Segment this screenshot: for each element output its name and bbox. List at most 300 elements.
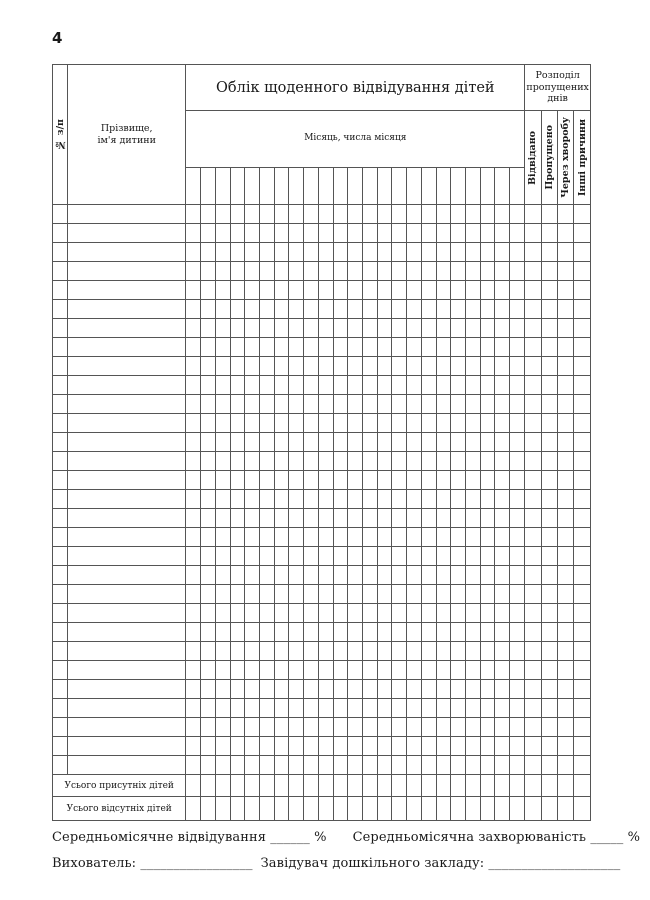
summary-cell[interactable] <box>525 490 541 509</box>
day-cell[interactable] <box>451 661 466 680</box>
day-cell[interactable] <box>259 528 274 547</box>
day-cell[interactable] <box>421 471 436 490</box>
day-cell[interactable] <box>480 756 495 775</box>
summary-cell[interactable] <box>574 604 591 623</box>
day-cell[interactable] <box>333 471 348 490</box>
day-cell[interactable] <box>407 623 422 642</box>
day-cell[interactable] <box>274 243 289 262</box>
day-cell[interactable] <box>510 756 525 775</box>
day-cell[interactable] <box>407 680 422 699</box>
summary-cell[interactable] <box>574 737 591 756</box>
row-number-cell[interactable] <box>53 205 68 224</box>
day-cell[interactable] <box>510 737 525 756</box>
day-cell[interactable] <box>215 547 230 566</box>
day-cell[interactable] <box>392 452 407 471</box>
day-cell[interactable] <box>363 452 378 471</box>
day-cell[interactable] <box>289 566 304 585</box>
day-cell[interactable] <box>466 243 481 262</box>
day-cell[interactable] <box>245 642 260 661</box>
day-cell[interactable] <box>289 300 304 319</box>
summary-cell[interactable] <box>557 661 573 680</box>
day-cell[interactable] <box>304 452 319 471</box>
child-name-cell[interactable] <box>68 623 186 642</box>
day-cell[interactable] <box>201 433 216 452</box>
day-cell[interactable] <box>407 414 422 433</box>
day-cell[interactable] <box>480 509 495 528</box>
day-cell[interactable] <box>318 300 333 319</box>
day-cell[interactable] <box>377 699 392 718</box>
day-cell[interactable] <box>318 471 333 490</box>
day-cell[interactable] <box>480 357 495 376</box>
summary-cell[interactable] <box>541 319 557 338</box>
row-number-cell[interactable] <box>53 642 68 661</box>
day-cell[interactable] <box>201 547 216 566</box>
day-cell[interactable] <box>466 585 481 604</box>
day-cell[interactable] <box>436 623 451 642</box>
day-cell[interactable] <box>304 262 319 281</box>
total-cell[interactable] <box>525 775 541 797</box>
day-cell[interactable] <box>230 509 245 528</box>
summary-cell[interactable] <box>557 395 573 414</box>
total-cell[interactable] <box>480 797 495 821</box>
day-cell[interactable] <box>245 509 260 528</box>
day-cell[interactable] <box>510 281 525 300</box>
child-name-cell[interactable] <box>68 509 186 528</box>
day-cell[interactable] <box>348 718 363 737</box>
day-cell[interactable] <box>466 566 481 585</box>
day-cell[interactable] <box>407 224 422 243</box>
day-cell[interactable] <box>495 699 510 718</box>
day-cell[interactable] <box>289 585 304 604</box>
day-cell[interactable] <box>451 547 466 566</box>
day-cell[interactable] <box>451 718 466 737</box>
day-cell[interactable] <box>215 642 230 661</box>
day-cell[interactable] <box>259 680 274 699</box>
day-cell[interactable] <box>363 604 378 623</box>
total-cell[interactable] <box>436 775 451 797</box>
day-cell[interactable] <box>304 661 319 680</box>
total-cell[interactable] <box>495 797 510 821</box>
day-cell[interactable] <box>304 585 319 604</box>
day-cell[interactable] <box>436 376 451 395</box>
day-cell[interactable] <box>421 756 436 775</box>
day-cell[interactable] <box>392 338 407 357</box>
summary-cell[interactable] <box>541 338 557 357</box>
day-cell[interactable] <box>451 205 466 224</box>
day-cell[interactable] <box>348 604 363 623</box>
day-cell[interactable] <box>451 395 466 414</box>
day-cell[interactable] <box>304 566 319 585</box>
day-cell[interactable] <box>215 661 230 680</box>
day-cell[interactable] <box>466 471 481 490</box>
summary-cell[interactable] <box>541 528 557 547</box>
day-cell[interactable] <box>392 756 407 775</box>
day-cell[interactable] <box>466 205 481 224</box>
summary-cell[interactable] <box>557 205 573 224</box>
child-name-cell[interactable] <box>68 281 186 300</box>
day-cell[interactable] <box>392 585 407 604</box>
day-cell[interactable] <box>436 300 451 319</box>
summary-cell[interactable] <box>541 490 557 509</box>
day-cell[interactable] <box>230 585 245 604</box>
day-cell[interactable] <box>201 205 216 224</box>
day-cell[interactable] <box>451 338 466 357</box>
day-cell[interactable] <box>392 547 407 566</box>
day-cell[interactable] <box>304 737 319 756</box>
child-name-cell[interactable] <box>68 490 186 509</box>
day-cell[interactable] <box>377 566 392 585</box>
day-cell[interactable] <box>348 490 363 509</box>
day-cell[interactable] <box>451 756 466 775</box>
day-cell[interactable] <box>451 471 466 490</box>
day-cell[interactable] <box>259 224 274 243</box>
day-cell[interactable] <box>363 756 378 775</box>
day-cell[interactable] <box>318 661 333 680</box>
summary-cell[interactable] <box>557 243 573 262</box>
row-number-cell[interactable] <box>53 338 68 357</box>
day-cell[interactable] <box>377 262 392 281</box>
day-cell[interactable] <box>363 566 378 585</box>
day-cell[interactable] <box>289 376 304 395</box>
day-cell[interactable] <box>466 509 481 528</box>
day-cell[interactable] <box>421 490 436 509</box>
day-cell[interactable] <box>392 604 407 623</box>
day-cell[interactable] <box>392 357 407 376</box>
day-cell[interactable] <box>318 452 333 471</box>
day-cell[interactable] <box>392 300 407 319</box>
total-cell[interactable] <box>451 775 466 797</box>
day-cell[interactable] <box>377 376 392 395</box>
day-cell[interactable] <box>186 262 201 281</box>
day-cell[interactable] <box>466 300 481 319</box>
child-name-cell[interactable] <box>68 452 186 471</box>
day-cell[interactable] <box>274 262 289 281</box>
day-cell[interactable] <box>245 205 260 224</box>
day-cell[interactable] <box>510 661 525 680</box>
day-cell[interactable] <box>259 471 274 490</box>
day-cell[interactable] <box>304 243 319 262</box>
day-cell[interactable] <box>230 642 245 661</box>
day-cell[interactable] <box>186 471 201 490</box>
day-cell[interactable] <box>466 756 481 775</box>
day-cell[interactable] <box>436 661 451 680</box>
child-name-cell[interactable] <box>68 414 186 433</box>
summary-cell[interactable] <box>541 680 557 699</box>
day-cell[interactable] <box>215 376 230 395</box>
day-cell[interactable] <box>259 661 274 680</box>
day-cell[interactable] <box>377 718 392 737</box>
day-cell[interactable] <box>510 224 525 243</box>
day-cell[interactable] <box>304 471 319 490</box>
day-cell[interactable] <box>377 471 392 490</box>
day-cell[interactable] <box>186 604 201 623</box>
day-cell[interactable] <box>274 547 289 566</box>
total-cell[interactable] <box>377 775 392 797</box>
day-cell[interactable] <box>480 547 495 566</box>
summary-cell[interactable] <box>525 661 541 680</box>
summary-cell[interactable] <box>574 490 591 509</box>
child-name-cell[interactable] <box>68 566 186 585</box>
day-cell[interactable] <box>289 281 304 300</box>
day-cell[interactable] <box>274 205 289 224</box>
summary-cell[interactable] <box>557 281 573 300</box>
day-cell[interactable] <box>201 243 216 262</box>
day-cell[interactable] <box>348 319 363 338</box>
day-cell[interactable] <box>466 737 481 756</box>
day-cell[interactable] <box>333 585 348 604</box>
day-cell[interactable] <box>318 243 333 262</box>
day-cell[interactable] <box>480 566 495 585</box>
day-cell[interactable] <box>495 604 510 623</box>
summary-cell[interactable] <box>574 281 591 300</box>
summary-cell[interactable] <box>557 680 573 699</box>
day-cell[interactable] <box>245 623 260 642</box>
day-cell[interactable] <box>348 205 363 224</box>
day-cell[interactable] <box>304 338 319 357</box>
summary-cell[interactable] <box>525 395 541 414</box>
day-cell[interactable] <box>421 376 436 395</box>
summary-cell[interactable] <box>525 205 541 224</box>
day-cell[interactable] <box>289 661 304 680</box>
day-cell[interactable] <box>230 699 245 718</box>
day-cell[interactable] <box>377 585 392 604</box>
day-cell[interactable] <box>230 300 245 319</box>
day-cell[interactable] <box>333 300 348 319</box>
day-cell[interactable] <box>304 642 319 661</box>
day-cell[interactable] <box>289 471 304 490</box>
day-cell[interactable] <box>274 566 289 585</box>
day-cell[interactable] <box>421 300 436 319</box>
day-cell[interactable] <box>495 414 510 433</box>
day-cell[interactable] <box>201 281 216 300</box>
day-cell[interactable] <box>230 547 245 566</box>
day-cell[interactable] <box>245 680 260 699</box>
summary-cell[interactable] <box>557 452 573 471</box>
day-cell[interactable] <box>274 319 289 338</box>
summary-cell[interactable] <box>574 585 591 604</box>
day-cell[interactable] <box>436 319 451 338</box>
day-cell[interactable] <box>451 737 466 756</box>
summary-cell[interactable] <box>574 414 591 433</box>
day-cell[interactable] <box>274 281 289 300</box>
day-cell[interactable] <box>407 319 422 338</box>
day-cell[interactable] <box>289 699 304 718</box>
day-cell[interactable] <box>348 376 363 395</box>
summary-cell[interactable] <box>557 718 573 737</box>
day-cell[interactable] <box>510 452 525 471</box>
day-cell[interactable] <box>215 300 230 319</box>
child-name-cell[interactable] <box>68 737 186 756</box>
day-cell[interactable] <box>495 566 510 585</box>
day-cell[interactable] <box>348 414 363 433</box>
child-name-cell[interactable] <box>68 718 186 737</box>
day-cell[interactable] <box>201 224 216 243</box>
day-cell[interactable] <box>230 224 245 243</box>
day-cell[interactable] <box>274 737 289 756</box>
summary-cell[interactable] <box>557 414 573 433</box>
day-cell[interactable] <box>186 281 201 300</box>
day-cell[interactable] <box>495 262 510 281</box>
day-cell[interactable] <box>215 262 230 281</box>
day-cell[interactable] <box>436 452 451 471</box>
day-cell[interactable] <box>186 737 201 756</box>
day-cell[interactable] <box>392 205 407 224</box>
day-cell[interactable] <box>186 756 201 775</box>
total-cell[interactable] <box>436 797 451 821</box>
day-cell[interactable] <box>245 585 260 604</box>
day-cell[interactable] <box>451 357 466 376</box>
total-cell[interactable] <box>348 775 363 797</box>
summary-cell[interactable] <box>574 433 591 452</box>
day-cell[interactable] <box>451 281 466 300</box>
day-cell[interactable] <box>407 338 422 357</box>
day-cell[interactable] <box>215 395 230 414</box>
day-cell[interactable] <box>274 623 289 642</box>
summary-cell[interactable] <box>525 452 541 471</box>
day-cell[interactable] <box>289 357 304 376</box>
day-cell[interactable] <box>245 737 260 756</box>
day-cell[interactable] <box>215 699 230 718</box>
day-cell[interactable] <box>245 756 260 775</box>
total-cell[interactable] <box>407 775 422 797</box>
day-cell[interactable] <box>377 357 392 376</box>
day-cell[interactable] <box>348 661 363 680</box>
total-cell[interactable] <box>541 775 557 797</box>
total-cell[interactable] <box>318 775 333 797</box>
day-cell[interactable] <box>377 338 392 357</box>
day-cell[interactable] <box>421 395 436 414</box>
day-cell[interactable] <box>421 357 436 376</box>
total-cell[interactable] <box>557 797 573 821</box>
day-cell[interactable] <box>377 528 392 547</box>
day-cell[interactable] <box>377 433 392 452</box>
day-cell[interactable] <box>451 300 466 319</box>
day-cell[interactable] <box>407 737 422 756</box>
day-cell[interactable] <box>495 471 510 490</box>
summary-cell[interactable] <box>541 395 557 414</box>
day-cell[interactable] <box>407 205 422 224</box>
day-cell[interactable] <box>466 338 481 357</box>
summary-cell[interactable] <box>574 718 591 737</box>
day-cell[interactable] <box>289 509 304 528</box>
day-cell[interactable] <box>495 224 510 243</box>
day-cell[interactable] <box>392 661 407 680</box>
day-cell[interactable] <box>230 376 245 395</box>
day-cell[interactable] <box>318 547 333 566</box>
total-cell[interactable] <box>557 775 573 797</box>
day-cell[interactable] <box>186 680 201 699</box>
day-cell[interactable] <box>363 262 378 281</box>
row-number-cell[interactable] <box>53 262 68 281</box>
day-cell[interactable] <box>201 756 216 775</box>
summary-cell[interactable] <box>541 414 557 433</box>
day-cell[interactable] <box>201 680 216 699</box>
day-cell[interactable] <box>377 680 392 699</box>
day-cell[interactable] <box>333 243 348 262</box>
day-cell[interactable] <box>407 661 422 680</box>
day-cell[interactable] <box>407 642 422 661</box>
day-cell[interactable] <box>201 566 216 585</box>
summary-cell[interactable] <box>574 756 591 775</box>
day-cell[interactable] <box>348 262 363 281</box>
summary-cell[interactable] <box>525 509 541 528</box>
day-cell[interactable] <box>363 528 378 547</box>
day-cell[interactable] <box>230 452 245 471</box>
day-cell[interactable] <box>259 414 274 433</box>
day-cell[interactable] <box>466 490 481 509</box>
day-cell[interactable] <box>304 528 319 547</box>
summary-cell[interactable] <box>557 585 573 604</box>
day-cell[interactable] <box>421 262 436 281</box>
row-number-cell[interactable] <box>53 737 68 756</box>
day-cell[interactable] <box>201 471 216 490</box>
day-cell[interactable] <box>215 604 230 623</box>
day-cell[interactable] <box>259 756 274 775</box>
total-cell[interactable] <box>574 797 591 821</box>
day-cell[interactable] <box>495 756 510 775</box>
day-cell[interactable] <box>259 642 274 661</box>
day-cell[interactable] <box>259 281 274 300</box>
day-cell[interactable] <box>495 661 510 680</box>
total-cell[interactable] <box>304 797 319 821</box>
total-cell[interactable] <box>274 775 289 797</box>
day-cell[interactable] <box>510 528 525 547</box>
day-cell[interactable] <box>304 319 319 338</box>
summary-cell[interactable] <box>541 661 557 680</box>
day-cell[interactable] <box>318 623 333 642</box>
day-cell[interactable] <box>363 737 378 756</box>
summary-cell[interactable] <box>541 376 557 395</box>
child-name-cell[interactable] <box>68 699 186 718</box>
day-cell[interactable] <box>451 680 466 699</box>
day-cell[interactable] <box>392 623 407 642</box>
day-cell[interactable] <box>377 414 392 433</box>
day-cell[interactable] <box>466 547 481 566</box>
row-number-cell[interactable] <box>53 433 68 452</box>
day-cell[interactable] <box>186 661 201 680</box>
day-cell[interactable] <box>333 224 348 243</box>
day-cell[interactable] <box>480 205 495 224</box>
day-cell[interactable] <box>436 262 451 281</box>
day-cell[interactable] <box>510 471 525 490</box>
child-name-cell[interactable] <box>68 547 186 566</box>
day-cell[interactable] <box>289 319 304 338</box>
day-cell[interactable] <box>245 376 260 395</box>
summary-cell[interactable] <box>541 642 557 661</box>
day-cell[interactable] <box>363 642 378 661</box>
day-cell[interactable] <box>259 490 274 509</box>
day-cell[interactable] <box>230 528 245 547</box>
summary-cell[interactable] <box>541 699 557 718</box>
day-cell[interactable] <box>201 718 216 737</box>
day-cell[interactable] <box>363 281 378 300</box>
child-name-cell[interactable] <box>68 471 186 490</box>
day-cell[interactable] <box>318 376 333 395</box>
summary-cell[interactable] <box>574 642 591 661</box>
day-cell[interactable] <box>392 376 407 395</box>
total-cell[interactable] <box>377 797 392 821</box>
day-cell[interactable] <box>466 262 481 281</box>
day-cell[interactable] <box>304 680 319 699</box>
day-cell[interactable] <box>377 300 392 319</box>
day-cell[interactable] <box>421 414 436 433</box>
total-cell[interactable] <box>541 797 557 821</box>
summary-cell[interactable] <box>525 471 541 490</box>
day-cell[interactable] <box>333 642 348 661</box>
day-cell[interactable] <box>466 319 481 338</box>
day-cell[interactable] <box>289 224 304 243</box>
day-cell[interactable] <box>201 262 216 281</box>
